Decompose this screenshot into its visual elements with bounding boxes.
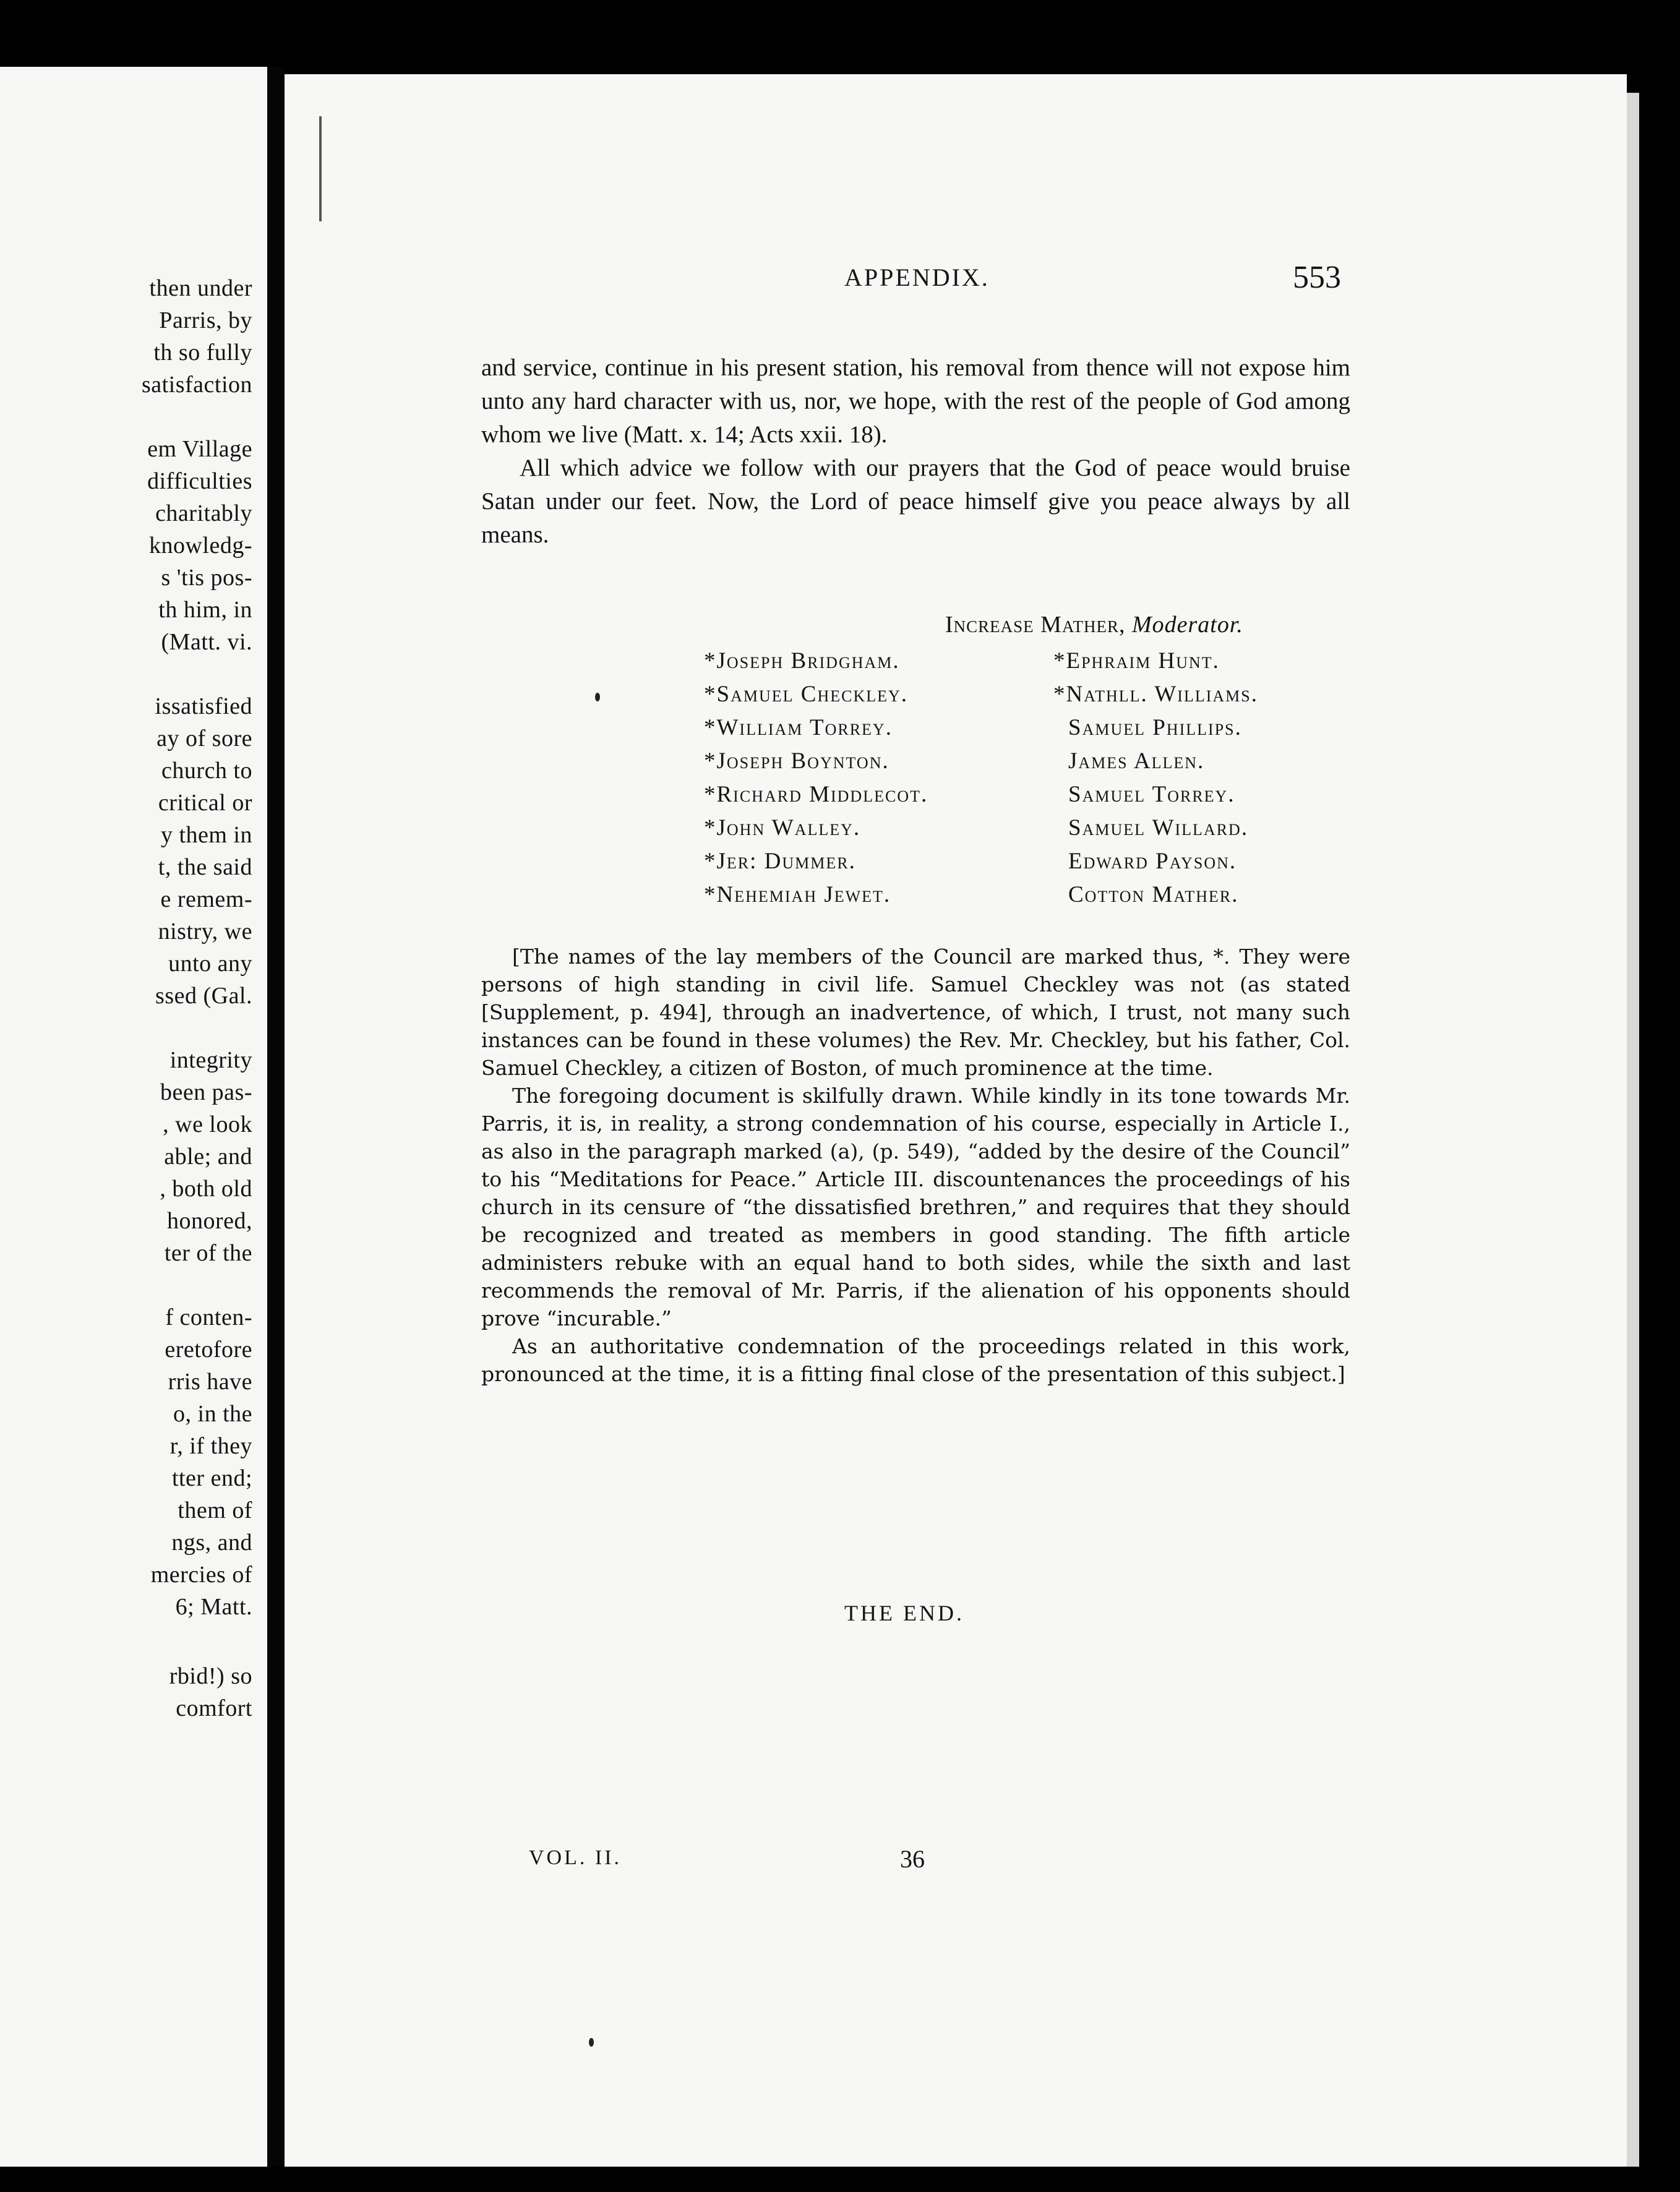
signature-name: Samuel Phillips. bbox=[1068, 715, 1242, 740]
signature-name: *Joseph Boynton. bbox=[704, 748, 889, 774]
signature-name: *Samuel Checkley. bbox=[704, 682, 909, 707]
left-page-text-fragment: em Village bbox=[147, 436, 252, 462]
signature-name: Samuel Willard. bbox=[1068, 815, 1249, 841]
the-end: THE END. bbox=[844, 1601, 964, 1625]
left-page-text-fragment: issatisfied bbox=[155, 693, 252, 719]
moderator-role: Moderator. bbox=[1131, 612, 1243, 638]
signature-name: *Richard Middlecot. bbox=[704, 782, 928, 807]
moderator-name: Increase Mather, bbox=[945, 612, 1126, 638]
right-page bbox=[285, 74, 1627, 2167]
left-page-text-fragment: ter of the bbox=[164, 1240, 252, 1266]
left-page bbox=[0, 67, 267, 2167]
left-page-text-fragment: y them in bbox=[160, 822, 252, 848]
left-page-text-fragment: then under bbox=[149, 275, 252, 301]
note-paragraph: As an authoritative condemnation of the proceedings related in this work, pronounced at the time, it is a fitting final close of the presentation of this subject.] bbox=[481, 1334, 1350, 1386]
book-gutter bbox=[267, 67, 285, 2167]
page-edge bbox=[1627, 93, 1639, 2167]
signature-name: *John Walley. bbox=[704, 815, 861, 841]
left-page-text-fragment: th him, in bbox=[158, 597, 252, 623]
left-page-text-fragment: mercies of bbox=[150, 1562, 252, 1588]
left-page-text-fragment: nistry, we bbox=[158, 918, 252, 944]
left-page-text-fragment: , both old bbox=[160, 1176, 252, 1202]
running-head-title: APPENDIX. bbox=[844, 263, 990, 291]
editor-note bbox=[481, 943, 1350, 1388]
body-text bbox=[481, 351, 1350, 552]
left-page-text-fragment: able; and bbox=[164, 1144, 252, 1170]
left-page-text-fragment: t, the said bbox=[158, 854, 252, 880]
left-page-text-fragment: church to bbox=[161, 758, 252, 784]
left-page-text-fragment: r, if they bbox=[169, 1433, 252, 1459]
signatures-left-column bbox=[704, 644, 928, 912]
left-page-text-fragment: ay of sore bbox=[156, 726, 252, 751]
left-page-text-fragment: th so fully bbox=[153, 340, 252, 366]
running-head bbox=[285, 260, 1348, 300]
left-page-text-fragment: rbid!) so bbox=[169, 1663, 252, 1689]
left-page-text-fragment: unto any bbox=[168, 951, 252, 977]
left-page-text-fragment: o, in the bbox=[173, 1401, 252, 1427]
left-page-text-fragment: charitably bbox=[155, 500, 252, 526]
signature-name: Edward Payson. bbox=[1068, 849, 1237, 874]
left-page-text-fragment: (Matt. vi. bbox=[161, 629, 252, 655]
ink-speck bbox=[589, 2038, 594, 2047]
left-page-text-fragment: f conten- bbox=[165, 1304, 252, 1330]
signature-name: *Nehemiah Jewet. bbox=[704, 882, 891, 907]
left-page-text-fragment: ssed (Gal. bbox=[155, 983, 252, 1009]
left-page-text-fragment: s 'tis pos- bbox=[161, 565, 252, 591]
left-page-text-fragment: eretofore bbox=[165, 1337, 252, 1363]
left-page-text-fragment: been pas- bbox=[160, 1079, 252, 1105]
signature-name: *Nathll. Williams. bbox=[1053, 682, 1258, 707]
left-page-text-fragment: difficulties bbox=[147, 468, 252, 494]
left-page-text-fragment: critical or bbox=[158, 790, 252, 816]
left-page-text-fragment: ngs, and bbox=[171, 1530, 252, 1556]
left-page-text-fragment: honored, bbox=[166, 1208, 252, 1234]
body-paragraph: and service, continue in his present station, his removal from thence will not expose him unto any hard character with us, nor, we hope, with the rest of the people of God among whom we live (Matt. x. 14; Acts xxii. 18). bbox=[481, 354, 1350, 448]
signature-name: *William Torrey. bbox=[704, 715, 893, 740]
left-page-text-fragment: knowledg- bbox=[148, 533, 252, 559]
left-page-text-fragment: rris have bbox=[168, 1369, 252, 1395]
signatures-right-column bbox=[1053, 644, 1258, 912]
note-paragraph: The foregoing document is skilfully drawn. While kindly in its tone towards Mr. Parris, it is, in reality, a strong condemnation of his course, especially in Article I., as also in the paragraph marked (a), (p. 549), “added by the desire of the Council” to his “Meditations for Peace.” Article III. discountenances the proceedings of his church in its censure of “the dissatisfied brethren,” and requires that they should be recognized and treated as members in good standing. The fifth article administers rebuke with an equal hand to both sides, while the sixth and last recommends the removal of Mr. Parris, if the alienation of his opponents should prove “incurable.” bbox=[481, 1084, 1350, 1330]
left-page-text-fragment: 6; Matt. bbox=[175, 1594, 252, 1620]
signature-volume: VOL. II. bbox=[529, 1846, 622, 1869]
left-page-text-fragment: Parris, by bbox=[159, 307, 252, 333]
signature-name: *Joseph Bridgham. bbox=[704, 648, 900, 674]
signature-name: *Jer: Dummer. bbox=[704, 849, 856, 874]
left-page-text-fragment: , we look bbox=[163, 1111, 252, 1137]
left-page-text-fragment: integrity bbox=[169, 1047, 252, 1073]
note-paragraph: [The names of the lay members of the Council are marked thus, *. They were persons of high standing in civil life. Samuel Checkley was not (as stated [Supplement, p. 494], through an inadvertence, of which, I trust, not many such instances can be found in these volumes) the Rev. Mr. Checkley, but his father, Col. Samuel Checkley, a citizen of Boston, of much prominence at the time. bbox=[481, 944, 1350, 1080]
left-page-text-fragment: e remem- bbox=[160, 886, 252, 912]
signature-name: Samuel Torrey. bbox=[1068, 782, 1235, 807]
body-paragraph: All which advice we follow with our prayers that the God of peace would bruise Satan under our feet. Now, the Lord of peace himself give you peace always by all means. bbox=[481, 455, 1350, 548]
left-page-text-fragment: comfort bbox=[176, 1695, 252, 1721]
left-page-text-fragment: tter end; bbox=[171, 1465, 252, 1491]
pencil-mark bbox=[319, 116, 322, 221]
signature-number: 36 bbox=[900, 1845, 925, 1873]
signature-name: *Ephraim Hunt. bbox=[1053, 648, 1220, 674]
signature-name: James Allen. bbox=[1068, 748, 1205, 774]
ink-speck bbox=[595, 693, 600, 701]
moderator-signature bbox=[945, 611, 1243, 638]
left-page-text-fragment: satisfaction bbox=[141, 372, 252, 398]
left-page-text-fragment: them of bbox=[178, 1497, 252, 1523]
page-number: 553 bbox=[1293, 260, 1341, 295]
signature-name: Cotton Mather. bbox=[1068, 882, 1239, 907]
